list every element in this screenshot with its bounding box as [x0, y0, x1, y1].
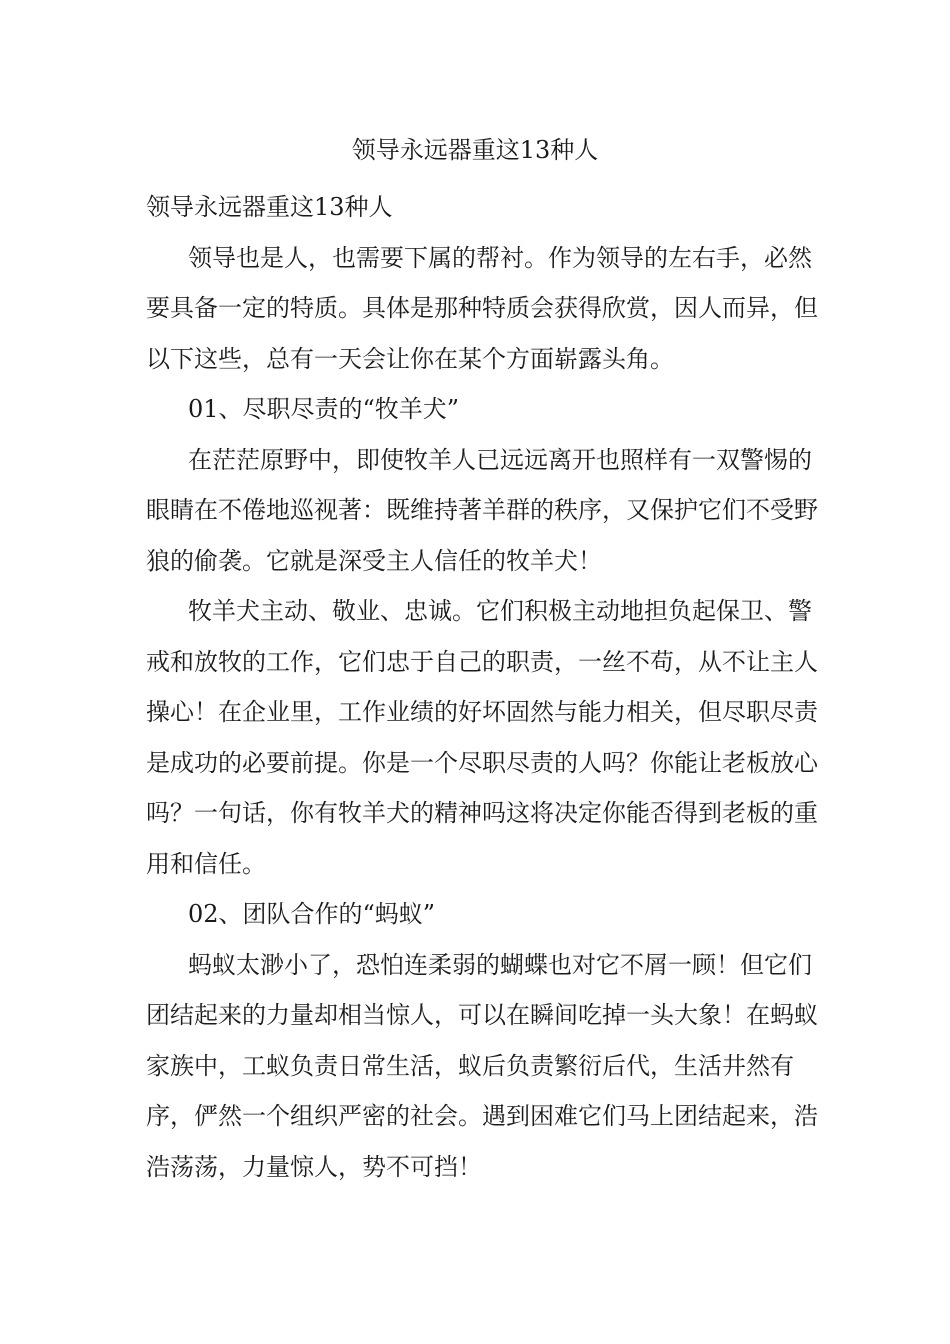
- document-title: 领导永远器重这13种人: [351, 136, 599, 164]
- document-subtitle: 领导永远器重这13种人: [146, 193, 393, 221]
- section-heading-01: 01、尽职尽责的“牧羊犬”: [188, 395, 460, 423]
- document-body: [146, 182, 826, 1192]
- section-01-paragraph-1: 在茫茫原野中，即使牧羊人已远远离开也照样有一双警惕的眼睛在不倦地巡视著：既维持著羊群的秩序，又保护它们不受野狼的偷袭。它就是深受主人信任的牧羊犬！: [146, 445, 818, 575]
- intro-paragraph: 领导也是人，也需要下属的帮衬。作为领导的左右手，必然要具备一定的特质。具体是那种特质会获得欣赏，因人而异，但以下这些，总有一天会让你在某个方面崭露头角。: [146, 243, 818, 373]
- section-heading-02: 02、团队合作的“蚂蚁”: [188, 900, 436, 928]
- section-02-paragraph-1: 蚂蚁太渺小了，恐怕连柔弱的蝴蝶也对它不屑一顾！但它们团结起来的力量却相当惊人，可以在瞬间吃掉一头大象！在蚂蚁家族中，工蚁负责日常生活，蚁后负责繁衍后代，生活井然有序，俨然一个组织严密的社会。遇到困难它们马上团结起来，浩浩荡荡，力量惊人，势不可挡！: [146, 950, 818, 1181]
- section-01-paragraph-2: 牧羊犬主动、敬业、忠诚。它们积极主动地担负起保卫、警戒和放牧的工作，它们忠于自己的职责，一丝不苟，从不让主人操心！在企业里，工作业绩的好坏固然与能力相关，但尽职尽责是成功的必要前提。你是一个尽职尽责的人吗？你能让老板放心吗？一句话，你有牧羊犬的精神吗这将决定你能否得到老板的重用和信任。: [146, 597, 818, 878]
